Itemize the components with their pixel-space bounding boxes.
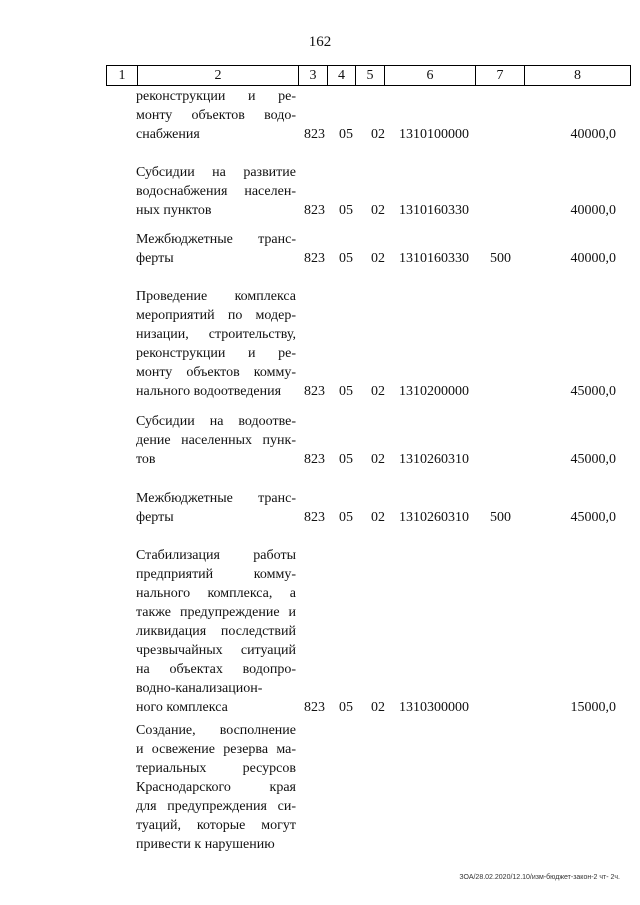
header-col-4: 4 — [328, 66, 356, 86]
section-code: 05 — [339, 384, 353, 399]
amount: 45000,0 — [570, 384, 616, 399]
chapter-code: 823 — [304, 510, 325, 525]
chapter-code: 823 — [304, 127, 325, 142]
description-line: водоснабжения населен- — [136, 184, 296, 199]
row-description — [136, 412, 296, 469]
target-article-code: 1310100000 — [399, 127, 469, 142]
description-line: также предупреждение и — [136, 605, 296, 620]
description-line: Субсидии на развитие — [136, 165, 296, 180]
section-code: 05 — [339, 203, 353, 218]
header-col-5: 5 — [356, 66, 385, 86]
subsection-code: 02 — [371, 510, 385, 525]
header-col-6: 6 — [385, 66, 476, 86]
page-number: 162 — [308, 34, 332, 50]
column-header-row — [106, 65, 631, 86]
subsection-code: 02 — [371, 700, 385, 715]
description-line: реконструкции и ре- — [136, 89, 296, 104]
header-col-1: 1 — [107, 66, 138, 86]
row-description — [136, 721, 296, 854]
description-line: снабжения — [136, 127, 200, 142]
description-line: предприятий комму- — [136, 567, 296, 582]
description-line: ликвидация последствий — [136, 624, 296, 639]
header-col-7: 7 — [476, 66, 525, 86]
description-line: нального комплекса, а — [136, 586, 296, 601]
description-line: водно-канализацион- — [136, 681, 263, 696]
amount: 45000,0 — [570, 452, 616, 467]
description-line: Создание, восполнение — [136, 723, 296, 738]
description-line: туаций, которые могут — [136, 818, 296, 833]
description-line: привести к нарушению — [136, 837, 275, 852]
chapter-code: 823 — [304, 452, 325, 467]
expense-type-code: 500 — [490, 251, 511, 266]
subsection-code: 02 — [371, 251, 385, 266]
amount: 40000,0 — [570, 127, 616, 142]
row-description — [136, 489, 296, 527]
header-col-8: 8 — [525, 66, 631, 86]
description-line: ферты — [136, 251, 174, 266]
section-code: 05 — [339, 452, 353, 467]
expense-type-code: 500 — [490, 510, 511, 525]
description-line: тов — [136, 452, 156, 467]
row-description — [136, 287, 296, 401]
description-line: нального водоотведения — [136, 384, 282, 399]
target-article-code: 1310260310 — [399, 510, 469, 525]
target-article-code: 1310200000 — [399, 384, 469, 399]
row-description — [136, 87, 296, 144]
description-line: низации, строительству, — [136, 327, 296, 342]
description-line: реконструкции и ре- — [136, 346, 296, 361]
description-line: чрезвычайных ситуаций — [136, 643, 296, 658]
description-line: ных пунктов — [136, 203, 212, 218]
description-line: дение населенных пунк- — [136, 433, 296, 448]
header-col-3: 3 — [299, 66, 328, 86]
amount: 40000,0 — [570, 203, 616, 218]
description-line: териальных ресурсов — [136, 761, 296, 776]
description-line: Субсидии на водоотве- — [136, 414, 296, 429]
description-line: для предупреждения си- — [136, 799, 296, 814]
subsection-code: 02 — [371, 127, 385, 142]
subsection-code: 02 — [371, 203, 385, 218]
row-description — [136, 163, 296, 220]
amount: 45000,0 — [570, 510, 616, 525]
target-article-code: 1310260310 — [399, 452, 469, 467]
chapter-code: 823 — [304, 251, 325, 266]
description-line: монту объектов водо- — [136, 108, 296, 123]
description-line: ферты — [136, 510, 174, 525]
amount: 40000,0 — [570, 251, 616, 266]
target-article-code: 1310300000 — [399, 700, 469, 715]
section-code: 05 — [339, 700, 353, 715]
description-line: Стабилизация работы — [136, 548, 296, 563]
description-line: Краснодарского края — [136, 780, 296, 795]
footer-file-path: ЗОА/28.02.2020/12.10/изм-бюджет-закон-2 чт- 2ч. — [459, 874, 620, 881]
chapter-code: 823 — [304, 203, 325, 218]
description-line: ного комплекса — [136, 700, 228, 715]
section-code: 05 — [339, 127, 353, 142]
header-col-2: 2 — [138, 66, 299, 86]
chapter-code: 823 — [304, 700, 325, 715]
row-description — [136, 546, 296, 717]
target-article-code: 1310160330 — [399, 251, 469, 266]
row-description — [136, 230, 296, 268]
target-article-code: 1310160330 — [399, 203, 469, 218]
subsection-code: 02 — [371, 452, 385, 467]
description-line: монту объектов комму- — [136, 365, 296, 380]
description-line: Межбюджетные транс- — [136, 491, 296, 506]
chapter-code: 823 — [304, 384, 325, 399]
subsection-code: 02 — [371, 384, 385, 399]
description-line: мероприятий по модер- — [136, 308, 296, 323]
amount: 15000,0 — [570, 700, 616, 715]
section-code: 05 — [339, 510, 353, 525]
description-line: Межбюджетные транс- — [136, 232, 296, 247]
description-line: Проведение комплекса — [136, 289, 296, 304]
section-code: 05 — [339, 251, 353, 266]
description-line: на объектах водопро- — [136, 662, 296, 677]
description-line: и освежение резерва ма- — [136, 742, 296, 757]
